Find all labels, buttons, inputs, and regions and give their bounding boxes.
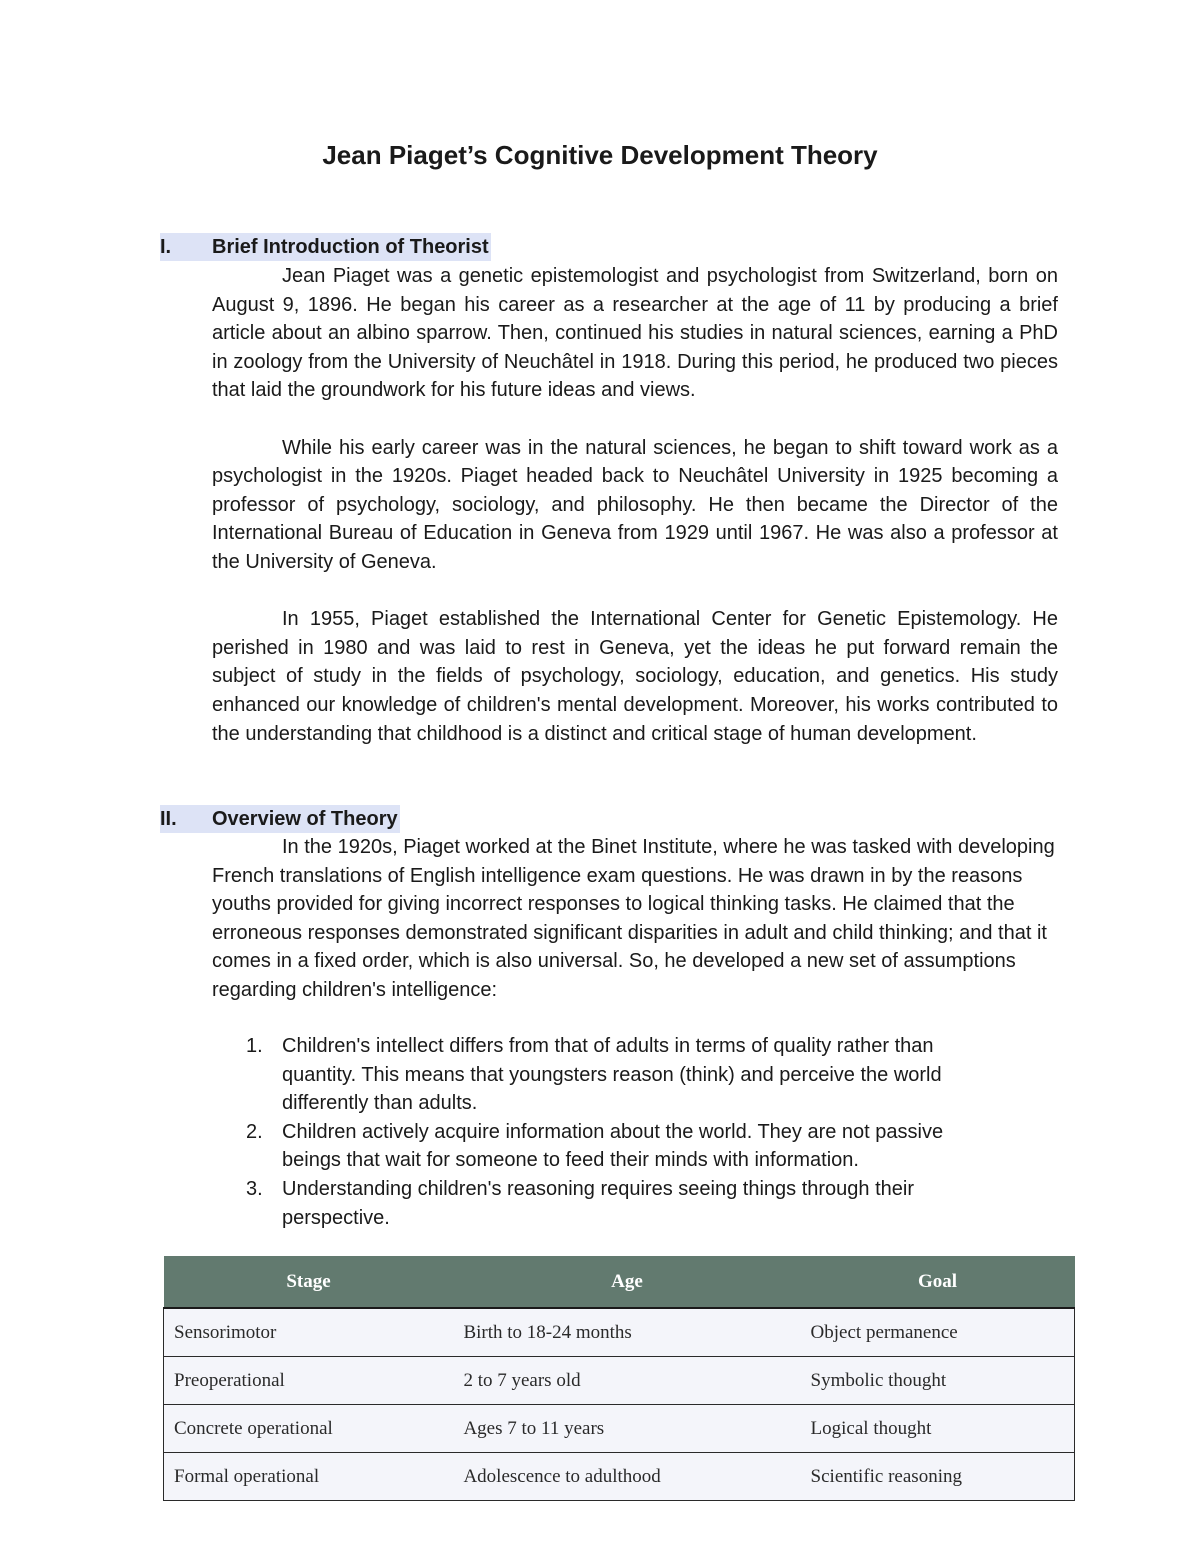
table-cell: Adolescence to adulthood xyxy=(453,1453,800,1501)
assumptions-list xyxy=(212,1032,1002,1232)
table-cell: 2 to 7 years old xyxy=(453,1357,800,1405)
table-cell: Logical thought xyxy=(801,1405,1075,1453)
table-header-goal: Goal xyxy=(801,1256,1075,1308)
introduction-body xyxy=(212,262,1058,748)
section-numeral: I. xyxy=(160,233,212,261)
paragraph: In the 1920s, Piaget worked at the Binet Institute, where he was tasked with developing French translations of English intelligence exam questions. He was drawn in by the reasons youths provided for giving incorrect responses to logical thinking tasks. He claimed that the erroneous responses demonstrated significant disparities in adult and child thinking; and that it comes in a fixed order, which is also universal. So, he developed a new set of assumptions regarding children's intelligence: xyxy=(212,836,1055,1001)
table-cell: Birth to 18-24 months xyxy=(453,1308,800,1357)
overview-body xyxy=(212,833,1062,1005)
table-cell: Object permanence xyxy=(801,1308,1075,1357)
table-row xyxy=(164,1308,1075,1357)
table-header-age: Age xyxy=(453,1256,800,1308)
section-numeral: II. xyxy=(160,805,212,833)
table-header-stage: Stage xyxy=(164,1256,454,1308)
list-number: 1. xyxy=(246,1035,263,1057)
table-row xyxy=(164,1405,1075,1453)
list-item xyxy=(212,1032,1002,1118)
list-item-text: Understanding children's reasoning requires seeing things through their perspective. xyxy=(282,1177,914,1229)
table-cell: Ages 7 to 11 years xyxy=(453,1405,800,1453)
table-cell: Formal operational xyxy=(164,1453,454,1501)
paragraph: Jean Piaget was a genetic epistemologist and psychologist from Switzerland, born on August 9, 1896. He began his career as a researcher at the age of 11 by producing a brief article about an albino sparrow. Then, continued his studies in natural sciences, earning a PhD in zoology from the University of Neuchâtel in 1918. During this period, he produced two pieces that laid the groundwork for his future ideas and views. xyxy=(212,265,1058,402)
table-cell: Symbolic thought xyxy=(801,1357,1075,1405)
section-heading-introduction xyxy=(160,233,491,261)
paragraph: In 1955, Piaget established the International Center for Genetic Epistemology. He perished in 1980 and was laid to rest in Geneva, yet the ideas he put forward remain the subject of study in the fields of psychology, sociology, education, and genetics. His study enhanced our knowledge of children's mental development. Moreover, his works contributed to the understanding that childhood is a distinct and critical stage of human development. xyxy=(212,608,1058,745)
table-row xyxy=(164,1357,1075,1405)
list-item xyxy=(212,1175,1002,1232)
list-number: 3. xyxy=(246,1177,263,1200)
table-row xyxy=(164,1453,1075,1501)
table-cell: Preoperational xyxy=(164,1357,454,1405)
list-item-text: Children actively acquire information about the world. They are not passive beings that wait for someone to feed their minds with information. xyxy=(282,1120,944,1172)
section-heading-text: Brief Introduction of Theorist xyxy=(212,233,491,261)
paragraph: While his early career was in the natural sciences, he began to shift toward work as a psychologist in the 1920s. Piaget headed back to Neuchâtel University in 1925 becoming a professor of psychology, sociology, and philosophy. He then became the Director of the International Bureau of Education in Geneva from 1929 until 1967. He was also a professor at the University of Geneva. xyxy=(212,436,1058,573)
section-heading-text: Overview of Theory xyxy=(212,805,400,833)
section-heading-overview xyxy=(160,805,400,833)
page-title: Jean Piaget’s Cognitive Development Theory xyxy=(322,140,878,170)
table-header-row xyxy=(164,1256,1075,1308)
table-cell: Concrete operational xyxy=(164,1405,454,1453)
table-cell: Sensorimotor xyxy=(164,1308,454,1357)
list-item xyxy=(212,1118,1002,1175)
list-item-text: Children's intellect differs from that of adults in terms of quality rather than quantity. This means that youngsters reason (think) and perceive the world differently than adults. xyxy=(282,1035,942,1115)
stages-table xyxy=(163,1256,1075,1501)
list-number: 2. xyxy=(246,1120,263,1143)
table-cell: Scientific reasoning xyxy=(801,1453,1075,1501)
